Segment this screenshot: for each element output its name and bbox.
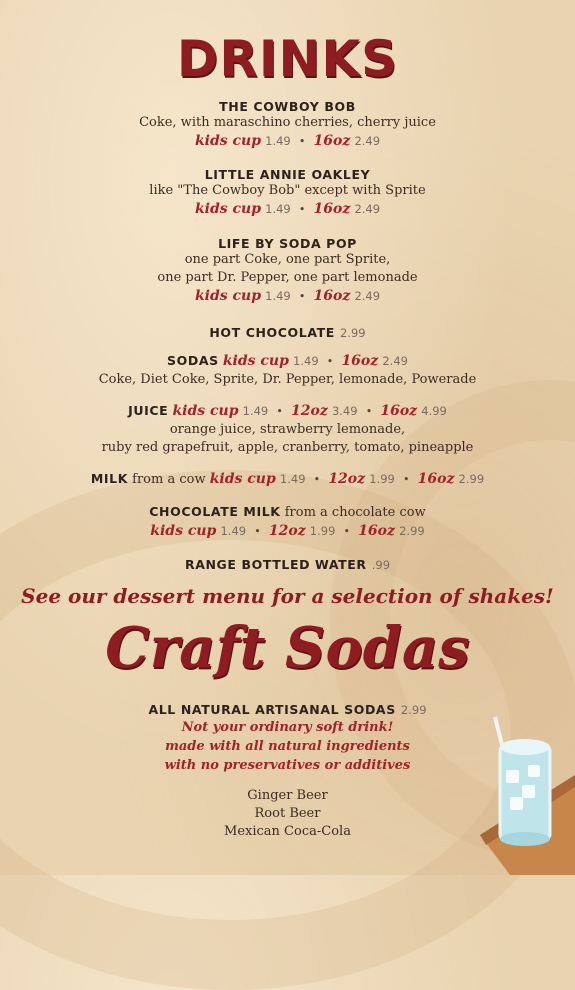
soda-glass-icon [470, 715, 575, 875]
menu-item-hot-chocolate [0, 322, 575, 341]
item-name: LITTLE ANNIE OAKLEY [204, 167, 371, 182]
price-line [0, 522, 575, 541]
size-label: kids cup [222, 353, 289, 369]
item-note: from a chocolate cow [284, 505, 426, 520]
flavor-item: Ginger Beer [247, 788, 328, 803]
item-name: MILK [90, 471, 128, 486]
price: 3.49 [331, 404, 358, 418]
item-name: HOT CHOCOLATE [209, 325, 335, 340]
menu-item-sodas [0, 352, 575, 389]
menu-item-life-by-soda-pop [0, 236, 575, 306]
price: 2.99 [458, 472, 485, 486]
menu-item-juice [0, 402, 575, 457]
item-name: ALL NATURAL ARTISANAL SODAS [148, 702, 396, 717]
price: 1.49 [279, 472, 306, 486]
price: 1.49 [242, 404, 269, 418]
item-name: SODAS [167, 353, 219, 368]
tagline: made with all natural ingredients [165, 739, 410, 754]
menu-item-range-bottled-water [0, 554, 575, 573]
separator-dot: • [298, 290, 306, 303]
glass-bottom [500, 832, 550, 846]
price: 1.49 [265, 202, 291, 216]
item-name: CHOCOLATE MILK [149, 504, 281, 519]
item-name: RANGE BOTTLED WATER [184, 557, 367, 572]
price-line [0, 352, 575, 371]
price-line [0, 470, 575, 489]
size-label: 16oz [380, 403, 418, 419]
price-line [0, 402, 575, 421]
size-label: kids cup [209, 471, 276, 487]
size-label: 16oz [341, 353, 379, 369]
price: 1.49 [265, 134, 291, 148]
separator-dot: • [276, 405, 283, 418]
size-label: 16oz [313, 201, 351, 217]
price: 2.49 [354, 289, 381, 303]
item-description: orange juice, strawberry lemonade, [169, 422, 406, 437]
price: 1.49 [220, 524, 247, 538]
item-description: like "The Cowboy Bob" except with Sprite [149, 183, 426, 198]
size-label: kids cup [172, 403, 239, 419]
price-line [0, 200, 575, 219]
price: 4.99 [421, 404, 447, 418]
price: 2.49 [382, 354, 408, 368]
separator-dot: • [365, 405, 373, 418]
price: .99 [371, 558, 391, 572]
item-description: ruby red grapefruit, apple, cranberry, tomato, pineapple [101, 440, 474, 455]
size-label: 16oz [313, 288, 351, 304]
size-label: kids cup [194, 288, 261, 304]
menu-item-cowboy-bob [0, 99, 575, 151]
tagline: Not your ordinary soft drink! [181, 720, 394, 735]
size-label: 16oz [313, 133, 351, 149]
size-label: kids cup [194, 133, 261, 149]
size-label: kids cup [150, 523, 217, 539]
price: 2.99 [340, 326, 366, 340]
size-label: 12oz [291, 403, 328, 419]
separator-dot: • [343, 525, 351, 538]
separator-dot: • [254, 525, 261, 538]
separator-dot: • [298, 135, 306, 148]
price: 2.49 [354, 134, 381, 148]
price: 1.99 [369, 472, 395, 486]
size-label: 16oz [358, 523, 395, 539]
price-line [0, 132, 575, 151]
price-line [0, 503, 575, 522]
size-label: 16oz [417, 471, 455, 487]
menu-item-milk [0, 470, 575, 489]
item-description: one part Coke, one part Sprite, [184, 252, 391, 267]
size-label: 12oz [328, 471, 366, 487]
price: 2.49 [354, 202, 381, 216]
item-name: LIFE BY SODA POP [218, 236, 357, 251]
item-description: Coke, with maraschino cherries, cherry juice [139, 115, 436, 130]
glass-rim [500, 739, 550, 755]
ice-cube [506, 770, 519, 783]
price: 1.49 [265, 289, 291, 303]
separator-dot: • [326, 355, 334, 368]
price: 2.99 [399, 524, 425, 538]
separator-dot: • [313, 473, 321, 486]
separator-dot: • [298, 203, 306, 216]
price: 1.99 [309, 524, 336, 538]
item-description: one part Dr. Pepper, one part lemonade [157, 270, 418, 285]
item-name: THE COWBOY BOB [219, 99, 356, 114]
price: 1.49 [293, 354, 319, 368]
separator-dot: • [402, 473, 410, 486]
flavor-item: Root Beer [254, 806, 321, 821]
ice-cube [510, 797, 523, 810]
drinks-title: DRINKS [176, 30, 399, 88]
flavor-item: Mexican Coca-Cola [224, 824, 351, 839]
item-name: JUICE [128, 403, 169, 418]
shakes-note: See our dessert menu for a selection of shakes! [21, 584, 554, 608]
menu-item-little-annie-oakley [0, 167, 575, 219]
item-note: from a cow [132, 472, 206, 487]
soda-glass-illustration [470, 715, 575, 875]
menu-item-chocolate-milk [0, 503, 575, 541]
craft-sodas-title: Craft Sodas [105, 615, 470, 681]
item-description: Coke, Diet Coke, Sprite, Dr. Pepper, lemonade, Powerade [98, 372, 477, 387]
tagline: with no preservatives or additives [164, 758, 411, 773]
size-label: kids cup [194, 201, 261, 217]
ice-cube [522, 785, 535, 798]
price-line [0, 287, 575, 306]
price: 2.99 [400, 703, 427, 717]
ice-cube [528, 765, 540, 777]
size-label: 12oz [268, 523, 306, 539]
